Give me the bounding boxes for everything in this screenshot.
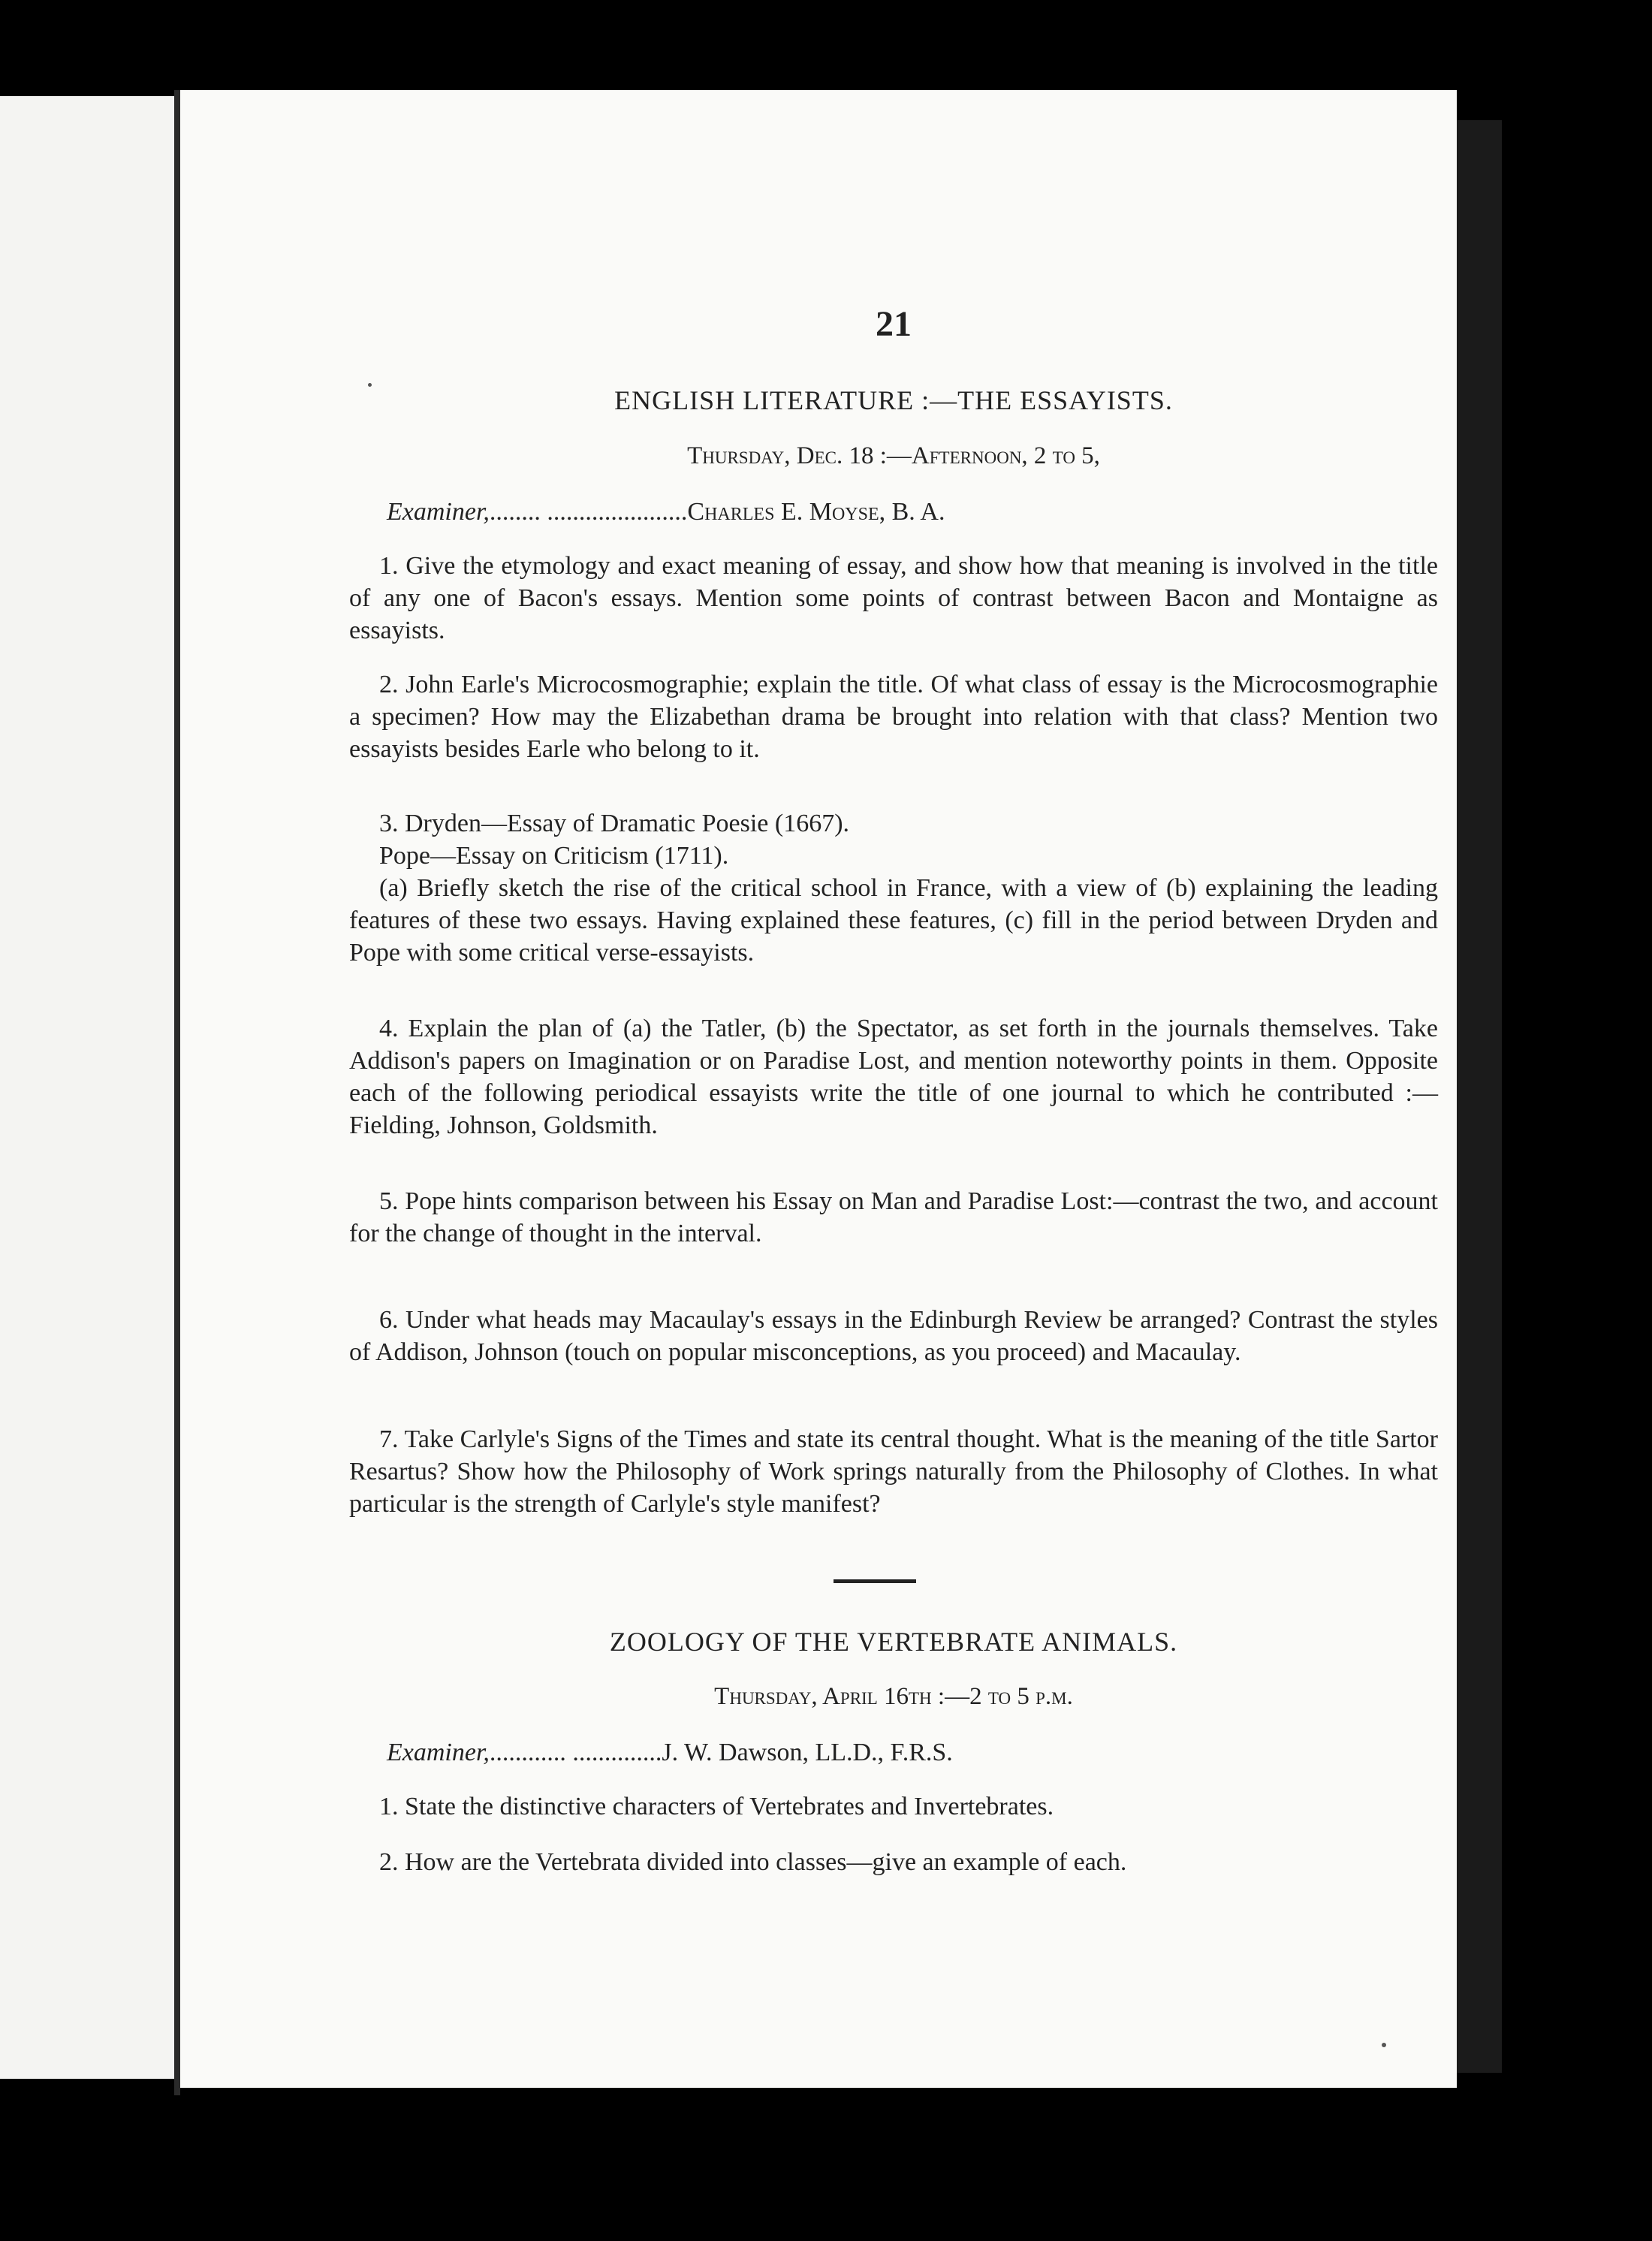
section-title-zoology: ZOOLOGY OF THE VERTEBRATE ANIMALS. [609,1627,1178,1657]
examiner-line [387,496,1438,528]
question-text: 7. Take Carlyle's Signs of the Times and state its central thought. What is the meaning of the title Sartor Resartus? Show how the Philosophy of Work springs naturally from the Philosophy of Clothes. In what particular is the strength of Carlyle's style manifest? [349,1425,1438,1518]
examiner-name: J. W. Dawson, LL.D., F.R.S. [662,1739,953,1766]
examiner-dots: ............ .............. [489,1739,662,1766]
question-1 [349,550,1438,647]
question-2 [349,1846,1438,1878]
question-6 [349,1304,1438,1368]
examiner-line [387,1736,1438,1769]
question-5 [349,1185,1438,1250]
question-text: 1. Give the etymology and exact meaning of essay, and show how that meaning is involved in the title of any one of Bacon's essays. Mention some points of contrast between Bacon and Montaigne as essayists. [349,552,1438,644]
paper-speck [368,383,372,387]
section-divider [834,1579,916,1583]
book-spine [174,90,180,2095]
question-7 [349,1423,1438,1520]
question-3 [349,807,1438,969]
question-text: 1. State the distinctive characters of Vertebrates and Invertebrates. [379,1793,1054,1820]
question-text: 5. Pope hints comparison between his Essay on Man and Paradise Lost:—contrast the two, and account for the change of thought in the interval. [349,1187,1438,1247]
exam-session: Thursday, Dec. 18 :—Afternoon, 2 to 5, [687,442,1100,469]
left-page-edge [0,96,174,2079]
question-4 [349,1012,1438,1142]
question-text: 3. Dryden—Essay of Dramatic Poesie (1667). [379,810,850,837]
question-text: 2. John Earle's Microcosmographie; explain the title. Of what class of essay is the Microcosmographie a specimen? How may the Elizabethan drama be brought into relation with that class? Mention two essayists besides Earle who belong to it. [349,671,1438,763]
exam-session: Thursday, April 16th :—2 to 5 p.m. [714,1683,1073,1710]
examiner-dots: ........ ...................... [489,498,688,526]
question-text: 6. Under what heads may Macaulay's essays in the Edinburgh Review be arranged? Contrast the styles of Addison, Johnson (touch on popular misconceptions, as you proceed) and Macaulay. [349,1306,1438,1366]
page-number: 21 [876,304,912,344]
question-text: (a) Briefly sketch the rise of the critical school in France, with a view of (b) explaining the leading features of these two essays. Having explained these features, (c) fill in the period between Dryden and Pope with some critical verse-essayists. [349,874,1438,967]
page-shadow [1457,120,1502,2073]
paper-speck [1382,2043,1386,2047]
question-1 [349,1790,1438,1823]
question-2 [349,668,1438,765]
examiner-name: Charles E. Moyse, B. A. [687,498,945,526]
question-text: 4. Explain the plan of (a) the Tatler, (b) the Spectator, as set forth in the journals themselves. Take Addison's papers on Imagination or on Paradise Lost, and mention noteworthy points in them. Opposite each of the following periodical essayists write the title of one journal to which he contributed :—Fielding, Johnson, Goldsmith. [349,1015,1438,1139]
examiner-label: Examiner, [387,1739,490,1766]
document-page [180,90,1457,2088]
question-text: 2. How are the Vertebrata divided into classes—give an example of each. [379,1848,1127,1876]
examiner-label: Examiner, [387,498,490,526]
question-text: Pope—Essay on Criticism (1711). [379,842,729,870]
section-title-essayists: ENGLISH LITERATURE :—THE ESSAYISTS. [614,385,1173,415]
